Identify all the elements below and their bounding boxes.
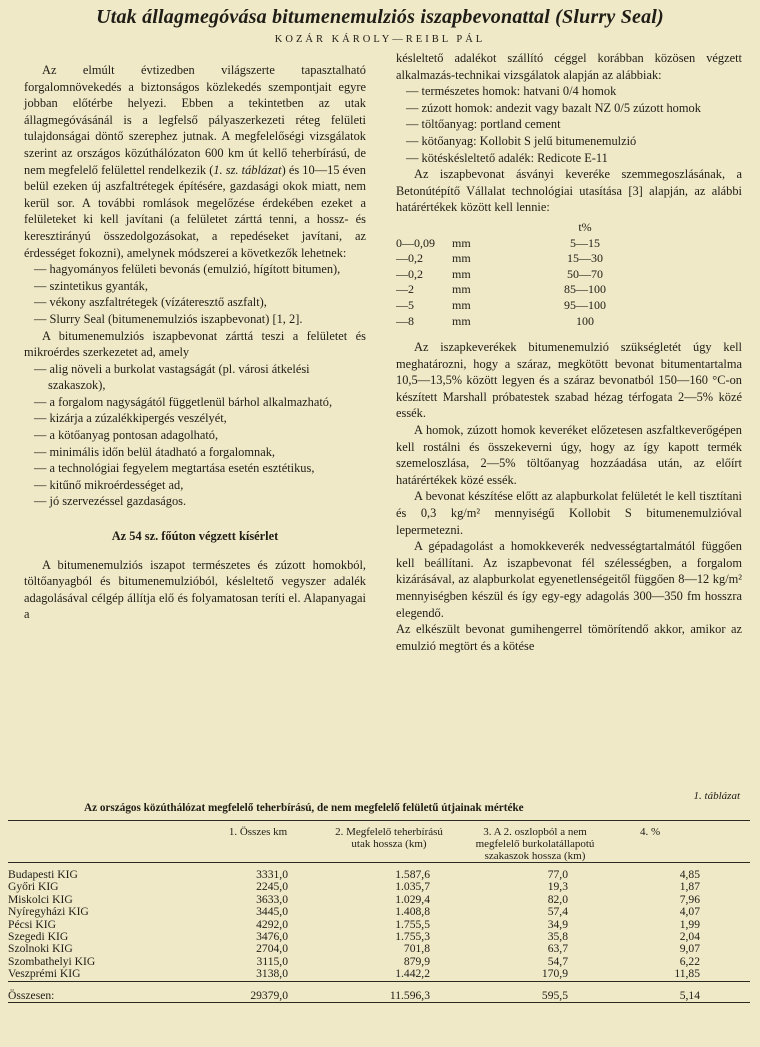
materials-list [396, 83, 742, 166]
table-cell: Miskolci KIG [8, 892, 73, 906]
table-row [396, 298, 630, 314]
table-cell: 5—15 [570, 235, 600, 250]
table-cell: Budapesti KIG [8, 868, 78, 881]
table-cell: 2245,0 [256, 880, 288, 894]
table-row [8, 943, 750, 955]
table-cell: 1.029,4 [395, 892, 430, 906]
table-cell: —0,2 [396, 266, 423, 281]
table-row [8, 919, 750, 931]
table-cell: 3331,0 [256, 868, 288, 881]
grading-header: t% [578, 219, 592, 234]
table-cell: 1.442,2 [395, 967, 430, 981]
benefits-list [24, 361, 366, 510]
table-cell: 1.408,8 [395, 905, 430, 919]
table-cell: 35,8 [547, 930, 568, 944]
table-row [396, 314, 630, 330]
left-column [24, 62, 366, 623]
emulsion-paragraph: Az iszapkeverékek bitumenemulzió szükségletét úgy kell meghatározni, hogy a száraz, megkötött bevonat bitumentartalma 10,5—13,5% között legyen és a száraz bevonatból 150—160 °C-on készített Marshall próbatestek szabad hézag térfogata 2—5% közé essék. [396, 340, 742, 421]
table-cell: mm [452, 282, 471, 297]
table-cell: 6,22 [679, 954, 700, 968]
table-header-row [8, 826, 750, 863]
table-row [8, 968, 750, 981]
table-cell: 1,87 [679, 880, 700, 894]
list-item: — kötéskésleltető adalék: Redicote E-11 [406, 150, 742, 167]
table-cell: 1,99 [679, 917, 700, 931]
table-cell: Győri KIG [8, 880, 59, 894]
table-row [396, 267, 630, 283]
list-item: — szintetikus gyanták, [34, 278, 366, 295]
table-cell: 11.596,3 [389, 988, 430, 1002]
table-cell: Szolnoki KIG [8, 942, 73, 956]
article-authors: KOZÁR KÁROLY—REIBL PÁL [274, 34, 486, 45]
table-cell: 879,9 [403, 954, 430, 968]
table-top-rule [8, 820, 750, 821]
intro-text-rest: ) és 10—15 éven belül ezeken új aszfaltrétegek építésére, gazdasági okok miatt, nem kerül sor. A további romlások megelőzése érdekében ezeket a felületeket ki kell javítani (a felületet zárttá tenni, a hossz- és keresztirányú összedolgozásokat, a repedéseket javítani, az érdességet fokozni), amelynek módszerei a következők lehetnek: [24, 162, 366, 260]
intro-paragraph [24, 62, 366, 261]
list-item: — kötőanyag: Kollobit S jelű bitumenemulzió [406, 133, 742, 150]
road-network-table [8, 826, 750, 1003]
list-item: — vékony aszfaltrétegek (vízáteresztő aszfalt), [34, 294, 366, 311]
list-item: — kitűnő mikroérdességet ad, [34, 477, 366, 494]
table-cell: 0—0,09 [396, 235, 435, 250]
table-row [8, 863, 750, 882]
table-cell: 77,0 [547, 868, 568, 881]
table-cell: 3115,0 [256, 954, 288, 968]
list-item: — kizárja a zúzalékkipergés veszélyét, [34, 410, 366, 427]
experiment-paragraph: A bitumenemulziós iszapot természetes és zúzott homokból, töltőanyagból és bitumenemulzióból, késleltető vegyszer adalék adagolásával célgép állítja elő és folyamatosan teríti el. Alapanyagai a [24, 557, 366, 622]
col-header: 3. A 2. oszlopból a nem megfelelő burkolatállapotú szakaszok hossza (km) [475, 826, 595, 862]
table-cell: 595,5 [541, 988, 568, 1002]
list-item: — a kötőanyag pontosan adagolható, [34, 427, 366, 444]
table-cell: 7,96 [679, 892, 700, 906]
table-cell: 85—100 [564, 282, 606, 297]
table-cell: 54,7 [547, 954, 568, 968]
table-cell: 9,07 [679, 942, 700, 956]
table-cell: mm [452, 251, 471, 266]
table-cell: 95—100 [564, 297, 606, 312]
table-cell: 2704,0 [256, 942, 288, 956]
table-cell: 100 [576, 313, 594, 328]
table-cell: 50—70 [567, 266, 603, 281]
table-row [396, 251, 630, 267]
list-item: — hagyományos felületi bevonás (emulzió, hígított bitumen), [34, 261, 366, 278]
list-item: — Slurry Seal (bitumenemulziós iszapbevonat) [1, 2]. [34, 311, 366, 328]
table-total-row [8, 981, 750, 1002]
table-cell: 82,0 [547, 892, 568, 906]
table-row [396, 282, 630, 298]
benefits-intro: A bitumenemulziós iszapbevonat zárttá teszi a felületet és mikroérdes szerkezetet ad, amely [24, 328, 366, 360]
table-cell: —2 [396, 282, 414, 297]
list-item: — zúzott homok: andezit vagy bazalt NZ 0/5 zúzott homok [406, 100, 742, 117]
table-number: 1. táblázat [693, 790, 740, 802]
table-cell: mm [452, 313, 471, 328]
table-cell: 701,8 [403, 942, 430, 956]
table-cell: Nyíregyházi KIG [8, 905, 89, 919]
table-cell: 1.035,7 [395, 880, 430, 894]
table-cell: 3633,0 [256, 892, 288, 906]
list-item: — jó szervezéssel gazdaságos. [34, 493, 366, 510]
table-cell: Szegedi KIG [8, 930, 69, 944]
col-header: 2. Megfelelő teherbírású utak hossza (km) [335, 826, 443, 850]
table-cell: 29379,0 [250, 988, 288, 1002]
table-row [8, 881, 750, 893]
table-title: Az országos közúthálózat megfelelő teherbírású, de nem megfelelő felületű útjainak mértéke [84, 802, 524, 814]
table-cell: 15—30 [567, 251, 603, 266]
grading-table [396, 220, 630, 329]
table-cell: Veszprémi KIG [8, 967, 81, 981]
table-cell: 1.755,3 [395, 930, 430, 944]
table-cell: —5 [396, 297, 414, 312]
table-cell: mm [452, 266, 471, 281]
list-item: — természetes homok: hatvani 0/4 homok [406, 83, 742, 100]
table-cell: —8 [396, 313, 414, 328]
sand-paragraph: A homok, zúzott homok keveréket előzetesen aszfaltkeverőgépen kell rostálni és összekeverni úgy, hogy az így kapott termék szemeloszlása, 2—5% töltőanyag hozzáadása után, az előírt határértékek közé essék. [396, 423, 742, 487]
table-cell: —0,2 [396, 251, 423, 266]
grading-intro: Az iszapbevonat ásványi keveréke szemmegoszlásának, a Betonútépítő Vállalat technológiai utasítása [3] alapján, az alábbi határértékek között kell lennie: [396, 167, 742, 215]
table-cell: 19,3 [547, 880, 568, 894]
article-title: Utak állagmegóvása bitumenemulziós iszapbevonattal (Slurry Seal) [96, 6, 664, 28]
table-row [8, 956, 750, 968]
table-cell: 4,85 [679, 868, 700, 881]
prep-paragraph: A bevonat készítése előtt az alapburkolat felületét le kell tisztítani és 0,3 kg/m² mennyiségű Kollobit S bitumenemulzióval lepermetezni. [396, 489, 742, 537]
list-item: — a forgalom nagyságától függetlenül bárhol alkalmazható, [34, 394, 366, 411]
table-cell: Szombathelyi KIG [8, 954, 96, 968]
table-cell: Pécsi KIG [8, 917, 56, 931]
methods-list [24, 261, 366, 327]
table-cell: mm [452, 297, 471, 312]
list-item: — minimális időn belül átadható a forgalomnak, [34, 444, 366, 461]
col-header: 1. Összes km [228, 826, 288, 838]
intro-text: Az elmúlt évtizedben világszerte tapasztalható forgalomnövekedés a biztonságos közlekedés szempontjait egyre jobban előtérbe helyezi. Ebben a tekintetben az utak állagmegóvásánál is a legfelső pályaszerkezeti réteg felületi tulajdonságai döntő szerephez jutnak. A megfelelőségi vizsgálatok szerint az országos közúthálózaton 600 km út kellő teherbírású, de nem megfelelő felülettel rendelkezik ( [24, 63, 366, 177]
col-header: 4. % [640, 826, 661, 838]
table-cell: 4292,0 [256, 917, 288, 931]
table-cell: 2,04 [679, 930, 700, 944]
table-row [8, 894, 750, 906]
right-column [396, 50, 742, 654]
table-cell: 170,9 [541, 967, 568, 981]
table-cell: Összesen: [8, 988, 55, 1002]
table-cell: 63,7 [547, 942, 568, 956]
table-cell: 1.587,6 [395, 868, 430, 881]
table-cell: 4,07 [679, 905, 700, 919]
table-row [396, 236, 630, 252]
compaction-paragraph: Az elkészült bevonat gumihengerrel tömörítendő akkor, amikor az emulzió megtört és a kötése [396, 622, 742, 653]
table-cell: 3445,0 [256, 905, 288, 919]
table-cell: 3476,0 [256, 930, 288, 944]
table-cell: 1.755,5 [395, 917, 430, 931]
table-cell: 34,9 [547, 917, 568, 931]
section-heading: Az 54 sz. főúton végzett kísérlet [111, 529, 279, 544]
table-cell [8, 826, 198, 863]
table-cell: 3138,0 [256, 967, 288, 981]
list-item: — töltőanyag: portland cement [406, 116, 742, 133]
table-cell: 57,4 [547, 905, 568, 919]
table-row [8, 931, 750, 943]
table-row [8, 906, 750, 918]
table-cell: 5,14 [679, 988, 700, 1002]
table-reference: 1. sz. táblázat [213, 162, 282, 177]
dosing-paragraph: A gépadagolást a homokkeverék nedvességtartalmától függően kell beállítani. Az iszapbevonat fél szélességben, a forgalom kizárásával, az alapburkolat egyenetlenségeitől függően 8—12 kg/m² mennyiségben készül és így egy-egy adagolás 300—350 fm hosszra elegendő. [396, 539, 742, 620]
continued-paragraph: késleltető adalékot szállító céggel korábban közösen végzett alkalmazás-technikai vizsgálatok alapján az alábbiak: [396, 51, 742, 82]
table-cell: mm [452, 235, 471, 250]
table-cell: 11,85 [674, 967, 700, 981]
list-item: — a technológiai fegyelem megtartása esetén esztétikus, [34, 460, 366, 477]
list-item: — alig növeli a burkolat vastagságát (pl. városi átkelési szakaszok), [34, 361, 366, 394]
